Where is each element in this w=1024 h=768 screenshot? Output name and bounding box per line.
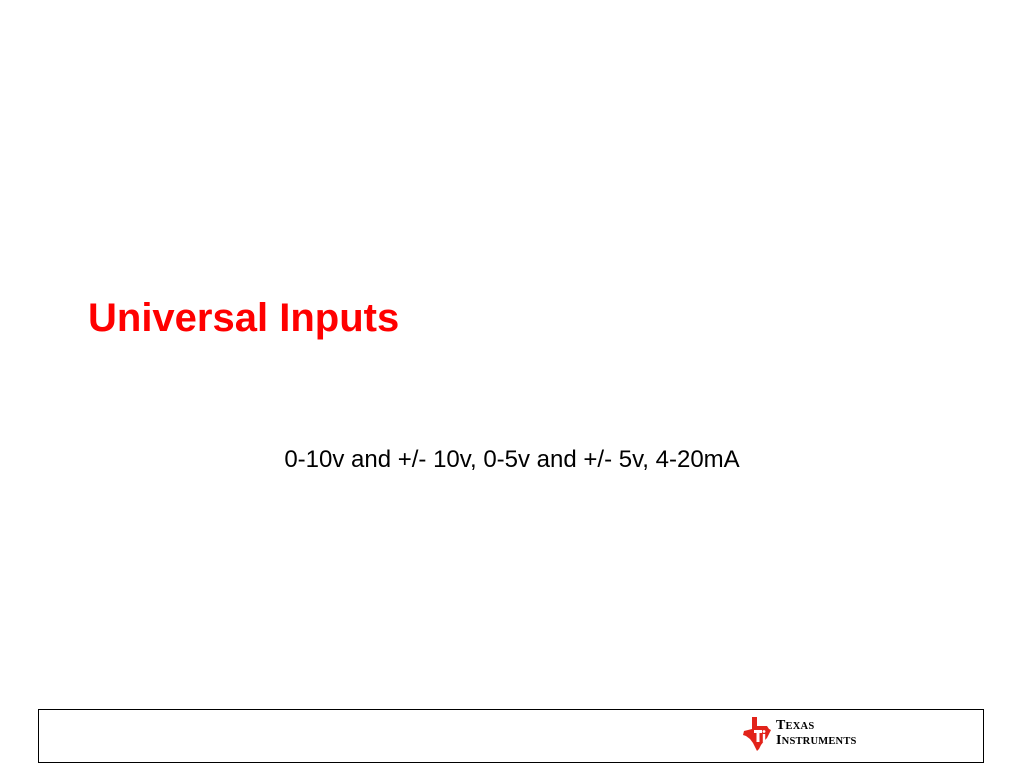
texas-instruments-logo — [742, 716, 882, 754]
logo-line-texas: TEXAS — [776, 718, 815, 733]
slide-subtitle: 0-10v and +/- 10v, 0-5v and +/- 5v, 4-20mA — [284, 446, 740, 473]
logo-line-instruments: INSTRUMENTS — [776, 733, 857, 748]
texas-state-chip-icon — [742, 716, 772, 752]
texas-instruments-wordmark — [776, 719, 857, 749]
slide-title: Universal Inputs — [88, 296, 400, 340]
